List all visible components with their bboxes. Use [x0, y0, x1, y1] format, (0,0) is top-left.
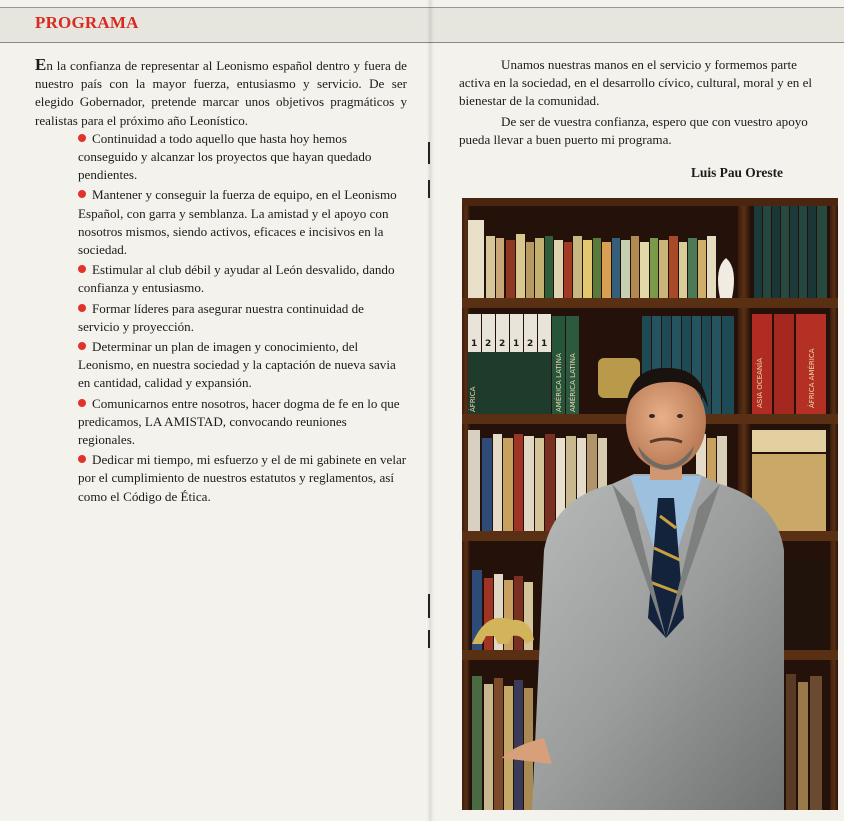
- intro-text: n la confianza de representar al Leonismo español dentro y fuera de nuestro país con la mayor fuerza, entusiasmo y servicio. De ser elegido Gobernador, pretende marcar unos objetivos pragmáticos y realistas para el próximo año Leonístico.: [35, 58, 407, 128]
- book-number: 2: [499, 339, 506, 349]
- signature-name: Luis Pau Oreste: [690, 165, 783, 180]
- bullet-icon: [78, 134, 86, 142]
- closing-paragraph: Unamos nuestras manos en el servicio y formemos parte activa en la sociedad, en el desarrollo cívico, cultural, moral y en el bienestar de la comunidad.: [459, 57, 813, 109]
- center-fold: [427, 0, 435, 821]
- fold-mark: [428, 594, 430, 618]
- list-item: [78, 300, 407, 336]
- portrait-illustration: [462, 198, 838, 810]
- program-list: [35, 130, 407, 506]
- fold-mark: [428, 630, 430, 648]
- book-title: ASIA OCEANÍA: [756, 357, 764, 408]
- right-column: [459, 56, 821, 151]
- book-title: AMÉRICA LATINA: [569, 353, 577, 412]
- list-item: [78, 130, 407, 185]
- book-title: AMÉRICA LATINA: [555, 353, 563, 412]
- bullet-icon: [78, 342, 86, 350]
- book-number: 1: [513, 339, 520, 349]
- list-item-text: Formar líderes para asegurar nuestra continuidad de servicio y proyección.: [78, 300, 364, 334]
- book-number: 2: [485, 339, 492, 349]
- book-number: 1: [471, 339, 478, 349]
- list-item-text: Comunicarnos entre nosotros, hacer dogma de fe en lo que predicamos, LA AMISTAD, convocando reuniones regionales.: [78, 395, 400, 448]
- fold-mark: [428, 142, 430, 164]
- portrait-photo: [462, 198, 838, 810]
- book-title: ÁFRICA: [469, 386, 477, 412]
- closing-paragraph: De ser de vuestra confianza, espero que con vuestro apoyo pueda llevar a buen puerto mi programa.: [459, 113, 808, 147]
- list-item: [78, 186, 407, 259]
- book-title: ÁFRICA AMÉRICA: [808, 348, 816, 408]
- list-item-text: Mantener y conseguir la fuerza de equipo, en el Leonismo Español, con garra y semblanza. La amistad y el apoyo con nosotros mismos, siendo activos, eficaces e incisivos en la sociedad.: [78, 187, 397, 258]
- book-number: 1: [541, 339, 548, 349]
- list-item: [78, 451, 407, 506]
- list-item-text: Dedicar mi tiempo, mi esfuerzo y el de mi gabinete en velar por el cumplimiento de nuestros estatutos y reglamentos, así como el Código de Ética.: [78, 452, 407, 504]
- list-item: [78, 395, 407, 450]
- list-item: [78, 261, 407, 297]
- fold-mark: [428, 180, 430, 198]
- bullet-icon: [78, 399, 86, 407]
- list-item-text: Continuidad a todo aquello que hasta hoy hemos conseguido y alcanzar los proyectos que hayan quedado pendientes.: [78, 130, 372, 183]
- drop-cap: E: [35, 55, 47, 74]
- list-item-text: Determinar un plan de imagen y conocimiento, del Leonismo, en nuestra sociedad y la captación de nueva savia en cantidad, calidad y expansión.: [78, 339, 396, 391]
- left-column: [35, 56, 407, 508]
- list-item-text: Estimular al club débil y ayudar al León desvalido, dando confianza y entusiasmo.: [78, 262, 395, 296]
- bullet-icon: [78, 455, 86, 463]
- book-number: 2: [527, 339, 534, 349]
- bullet-icon: [78, 304, 86, 312]
- page-title: PROGRAMA: [35, 13, 139, 32]
- bullet-icon: [78, 265, 86, 273]
- intro-paragraph: [35, 56, 407, 130]
- list-item: [78, 338, 407, 393]
- bullet-icon: [78, 190, 86, 198]
